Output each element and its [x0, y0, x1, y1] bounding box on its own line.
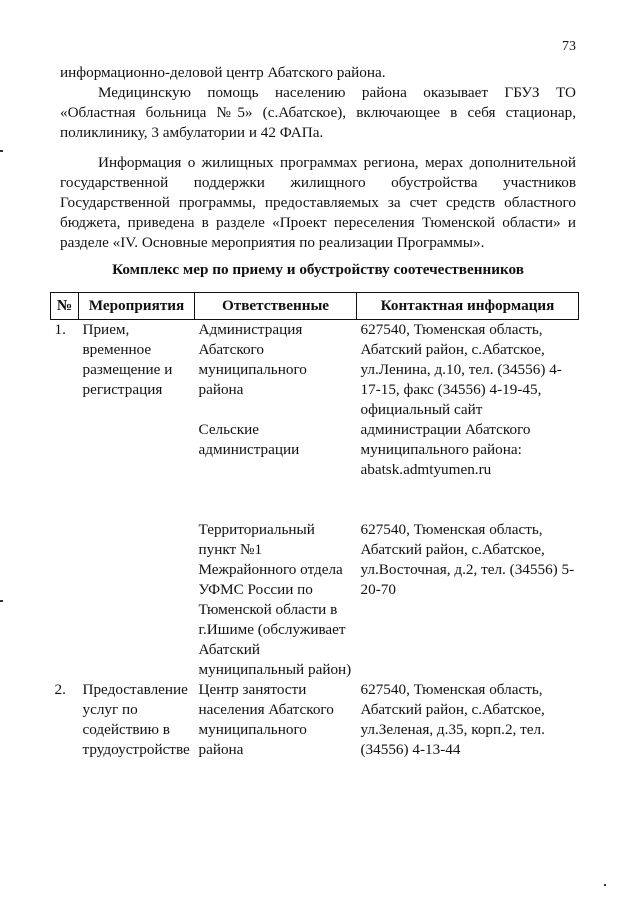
- row-event: Прием, временное размещение и регистрация: [82, 321, 173, 398]
- scan-mark: [604, 884, 606, 886]
- row-responsible: [195, 320, 357, 681]
- scan-mark: [0, 150, 3, 152]
- responsible-entry: Администрация Абатского муниципального района: [198, 321, 307, 398]
- row-responsible: [195, 680, 357, 760]
- paragraph-housing-programs: Информация о жилищных программах региона, мерах дополнительной государственной поддержки жилищного обустройства участников Государственной программы, предоставляемых за счет средств областного бюджета, приведена в разделе «Проект переселения Тюменской области» и разделе «IV. Основные мероприятия по реализации Программы».: [60, 154, 576, 251]
- contact-entry: 627540, Тюменская область, Абатский район, с.Абатское, ул.Зеленая, д.35, корп.2, тел. (34556) 4-13-44: [360, 681, 545, 758]
- row-number: 2.: [54, 681, 66, 698]
- page-number: 73: [562, 39, 576, 54]
- responsible-entry: Центр занятости населения Абатского муниципального района: [198, 681, 334, 758]
- paragraph-medical-care: Медицинскую помощь населению района оказывает ГБУЗ ТО «Областная больница №5» (с.Абатское), включающее в себя стационар, поликлинику, 3 амбулатории и 42 ФАПа.: [60, 84, 576, 141]
- header-number: №: [51, 293, 79, 320]
- header-contact-info: Контактная информация: [357, 293, 579, 320]
- table-row: [51, 320, 579, 681]
- header-events: Мероприятия: [79, 293, 195, 320]
- responsible-entry: Территориальный пункт №1 Межрайонного отдела УФМС России по Тюменской области в г.Ишиме (обслуживает Абатский муниципальный район): [198, 521, 352, 678]
- row-contact: [357, 320, 579, 681]
- table-header-row: [51, 293, 579, 320]
- row-contact: [357, 680, 579, 760]
- responsible-entry: Сельские администрации: [198, 421, 300, 458]
- measures-table: [50, 292, 579, 760]
- header-responsible: Ответственные: [195, 293, 357, 320]
- contact-entry: 627540, Тюменская область, Абатский район, с.Абатское, ул.Восточная, д.2, тел. (34556) 5-20-70: [360, 521, 575, 598]
- table-title: Комплекс мер по приему и обустройству соотечественников: [112, 261, 524, 278]
- paragraph-intro-tail: информационно-деловой центр Абатского района.: [60, 64, 386, 81]
- scan-mark: [0, 600, 3, 602]
- contact-entry: 627540, Тюменская область, Абатский район, с.Абатское, ул.Ленина, д.10, тел. (34556) 4-17-15, факс (34556) 4-19-45, официальный сайт администрации Абатского муниципального района: abatsk.admtyumen.ru: [360, 321, 562, 478]
- row-event: Предоставление услуг по содействию в трудоустройстве: [82, 681, 190, 758]
- table-row: [51, 680, 579, 760]
- row-number: 1.: [54, 321, 66, 338]
